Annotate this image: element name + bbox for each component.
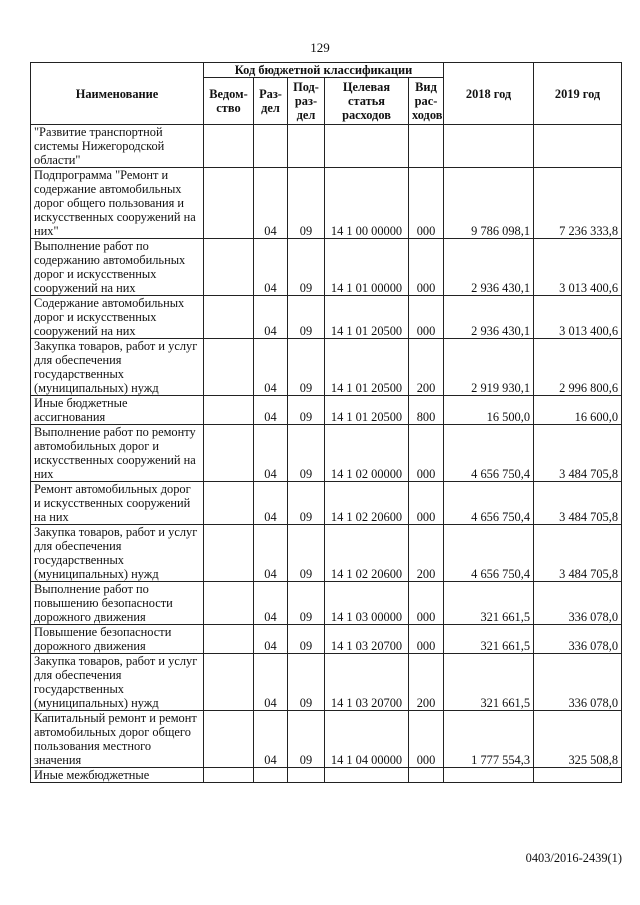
row-vid-raskhodov: 800 — [409, 396, 444, 425]
row-podrazdel — [288, 768, 325, 783]
row-tselevaya-statya: 14 1 02 00000 — [325, 425, 409, 482]
row-name: Закупка товаров, работ и услуг для обеспечения государственных (муниципальных) нужд — [31, 525, 204, 582]
row-podrazdel: 09 — [288, 482, 325, 525]
row-vid-raskhodov: 200 — [409, 339, 444, 396]
row-vedomstvo — [204, 525, 254, 582]
header-year-2018: 2018 год — [444, 63, 534, 125]
row-value-2018 — [444, 768, 534, 783]
row-podrazdel: 09 — [288, 525, 325, 582]
row-vid-raskhodov: 000 — [409, 711, 444, 768]
row-vedomstvo — [204, 654, 254, 711]
row-vid-raskhodov: 200 — [409, 654, 444, 711]
row-value-2019: 3 484 705,8 — [534, 425, 622, 482]
row-value-2018: 321 661,5 — [444, 654, 534, 711]
header-vedomstvo: Ведом-ство — [204, 78, 254, 125]
row-value-2019: 3 484 705,8 — [534, 482, 622, 525]
row-razdel: 04 — [254, 625, 288, 654]
row-tselevaya-statya: 14 1 02 20600 — [325, 525, 409, 582]
row-razdel: 04 — [254, 425, 288, 482]
row-vedomstvo — [204, 125, 254, 168]
row-vid-raskhodov: 000 — [409, 425, 444, 482]
row-name: Ремонт автомобильных дорог и искусственных сооружений на них — [31, 482, 204, 525]
row-value-2019: 336 078,0 — [534, 654, 622, 711]
header-razdel: Раз-дел — [254, 78, 288, 125]
row-vid-raskhodov: 000 — [409, 239, 444, 296]
row-vedomstvo — [204, 239, 254, 296]
row-vid-raskhodov: 000 — [409, 168, 444, 239]
row-value-2018: 4 656 750,4 — [444, 425, 534, 482]
row-razdel: 04 — [254, 168, 288, 239]
header-vid-raskhodov: Вид рас-ходов — [409, 78, 444, 125]
row-razdel — [254, 125, 288, 168]
row-name: Выполнение работ по содержанию автомобильных дорог и искусственных сооружений на них — [31, 239, 204, 296]
row-razdel: 04 — [254, 339, 288, 396]
row-name: Выполнение работ по повышению безопасности дорожного движения — [31, 582, 204, 625]
row-vedomstvo — [204, 396, 254, 425]
row-podrazdel: 09 — [288, 239, 325, 296]
header-year-2019: 2019 год — [534, 63, 622, 125]
table-row — [31, 768, 622, 783]
row-name: Повышение безопасности дорожного движения — [31, 625, 204, 654]
table-row — [31, 425, 622, 482]
row-value-2018: 2 919 930,1 — [444, 339, 534, 396]
row-podrazdel: 09 — [288, 425, 325, 482]
row-podrazdel: 09 — [288, 582, 325, 625]
row-name: Иные бюджетные ассигнования — [31, 396, 204, 425]
row-value-2019: 7 236 333,8 — [534, 168, 622, 239]
row-value-2019 — [534, 768, 622, 783]
page-number: 129 — [310, 40, 330, 55]
row-vedomstvo — [204, 168, 254, 239]
header-podrazdel: Под-раз-дел — [288, 78, 325, 125]
table-row — [31, 582, 622, 625]
row-value-2018: 2 936 430,1 — [444, 296, 534, 339]
row-value-2018: 4 656 750,4 — [444, 482, 534, 525]
table-row — [31, 525, 622, 582]
row-name: Капитальный ремонт и ремонт автомобильных дорог общего пользования местного значения — [31, 711, 204, 768]
row-tselevaya-statya: 14 1 01 20500 — [325, 339, 409, 396]
table-row — [31, 654, 622, 711]
row-value-2019 — [534, 125, 622, 168]
row-tselevaya-statya: 14 1 01 20500 — [325, 396, 409, 425]
document-code: 0403/2016-2439(1) — [525, 851, 622, 865]
row-vedomstvo — [204, 296, 254, 339]
row-tselevaya-statya: 14 1 00 00000 — [325, 168, 409, 239]
row-podrazdel: 09 — [288, 396, 325, 425]
row-podrazdel: 09 — [288, 339, 325, 396]
table-row — [31, 625, 622, 654]
row-name: Закупка товаров, работ и услуг для обеспечения государственных (муниципальных) нужд — [31, 654, 204, 711]
row-tselevaya-statya — [325, 125, 409, 168]
row-razdel: 04 — [254, 654, 288, 711]
row-vid-raskhodov — [409, 768, 444, 783]
row-razdel: 04 — [254, 582, 288, 625]
table-row — [31, 296, 622, 339]
row-podrazdel: 09 — [288, 625, 325, 654]
row-vid-raskhodov: 000 — [409, 482, 444, 525]
row-vedomstvo — [204, 625, 254, 654]
row-name: Выполнение работ по ремонту автомобильных дорог и искусственных сооружений на них — [31, 425, 204, 482]
row-tselevaya-statya: 14 1 01 20500 — [325, 296, 409, 339]
row-name: Подпрограмма "Ремонт и содержание автомобильных дорог общего пользования и искусственных сооружений на них" — [31, 168, 204, 239]
row-value-2019: 16 600,0 — [534, 396, 622, 425]
row-vedomstvo — [204, 582, 254, 625]
row-value-2018 — [444, 125, 534, 168]
row-razdel: 04 — [254, 239, 288, 296]
row-vid-raskhodov — [409, 125, 444, 168]
row-value-2018: 321 661,5 — [444, 625, 534, 654]
row-value-2018: 4 656 750,4 — [444, 525, 534, 582]
row-vedomstvo — [204, 482, 254, 525]
row-name: Закупка товаров, работ и услуг для обеспечения государственных (муниципальных) нужд — [31, 339, 204, 396]
row-podrazdel: 09 — [288, 654, 325, 711]
row-podrazdel: 09 — [288, 168, 325, 239]
row-vid-raskhodov: 200 — [409, 525, 444, 582]
row-value-2018: 16 500,0 — [444, 396, 534, 425]
header-tselevaya-statya: Целевая статья расходов — [325, 78, 409, 125]
table-row — [31, 396, 622, 425]
header-classification-group: Код бюджетной классификации — [204, 63, 444, 78]
row-value-2018: 2 936 430,1 — [444, 239, 534, 296]
row-podrazdel: 09 — [288, 711, 325, 768]
header-name: Наименование — [31, 63, 204, 125]
row-value-2018: 9 786 098,1 — [444, 168, 534, 239]
budget-table — [30, 62, 622, 783]
table-row — [31, 239, 622, 296]
row-razdel: 04 — [254, 482, 288, 525]
row-value-2018: 1 777 554,3 — [444, 711, 534, 768]
row-razdel — [254, 768, 288, 783]
row-value-2019: 336 078,0 — [534, 625, 622, 654]
row-value-2018: 321 661,5 — [444, 582, 534, 625]
row-vedomstvo — [204, 711, 254, 768]
row-podrazdel — [288, 125, 325, 168]
table-row — [31, 711, 622, 768]
table-row — [31, 339, 622, 396]
row-razdel: 04 — [254, 711, 288, 768]
row-vedomstvo — [204, 339, 254, 396]
row-name: Содержание автомобильных дорог и искусственных сооружений на них — [31, 296, 204, 339]
row-razdel: 04 — [254, 396, 288, 425]
row-tselevaya-statya — [325, 768, 409, 783]
row-value-2019: 336 078,0 — [534, 582, 622, 625]
table-row — [31, 482, 622, 525]
row-razdel: 04 — [254, 296, 288, 339]
row-value-2019: 325 508,8 — [534, 711, 622, 768]
row-name: "Развитие транспортной системы Нижегородской области" — [31, 125, 204, 168]
row-vedomstvo — [204, 768, 254, 783]
row-vid-raskhodov: 000 — [409, 582, 444, 625]
row-value-2019: 3 484 705,8 — [534, 525, 622, 582]
row-vid-raskhodov: 000 — [409, 625, 444, 654]
row-tselevaya-statya: 14 1 01 00000 — [325, 239, 409, 296]
row-tselevaya-statya: 14 1 03 20700 — [325, 654, 409, 711]
row-value-2019: 2 996 800,6 — [534, 339, 622, 396]
table-body — [31, 125, 622, 783]
row-value-2019: 3 013 400,6 — [534, 296, 622, 339]
row-tselevaya-statya: 14 1 04 00000 — [325, 711, 409, 768]
table-row — [31, 125, 622, 168]
row-razdel: 04 — [254, 525, 288, 582]
row-name: Иные межбюджетные — [31, 768, 204, 783]
table-row — [31, 168, 622, 239]
row-tselevaya-statya: 14 1 03 00000 — [325, 582, 409, 625]
row-podrazdel: 09 — [288, 296, 325, 339]
row-vid-raskhodov: 000 — [409, 296, 444, 339]
row-tselevaya-statya: 14 1 03 20700 — [325, 625, 409, 654]
row-value-2019: 3 013 400,6 — [534, 239, 622, 296]
row-tselevaya-statya: 14 1 02 20600 — [325, 482, 409, 525]
row-vedomstvo — [204, 425, 254, 482]
